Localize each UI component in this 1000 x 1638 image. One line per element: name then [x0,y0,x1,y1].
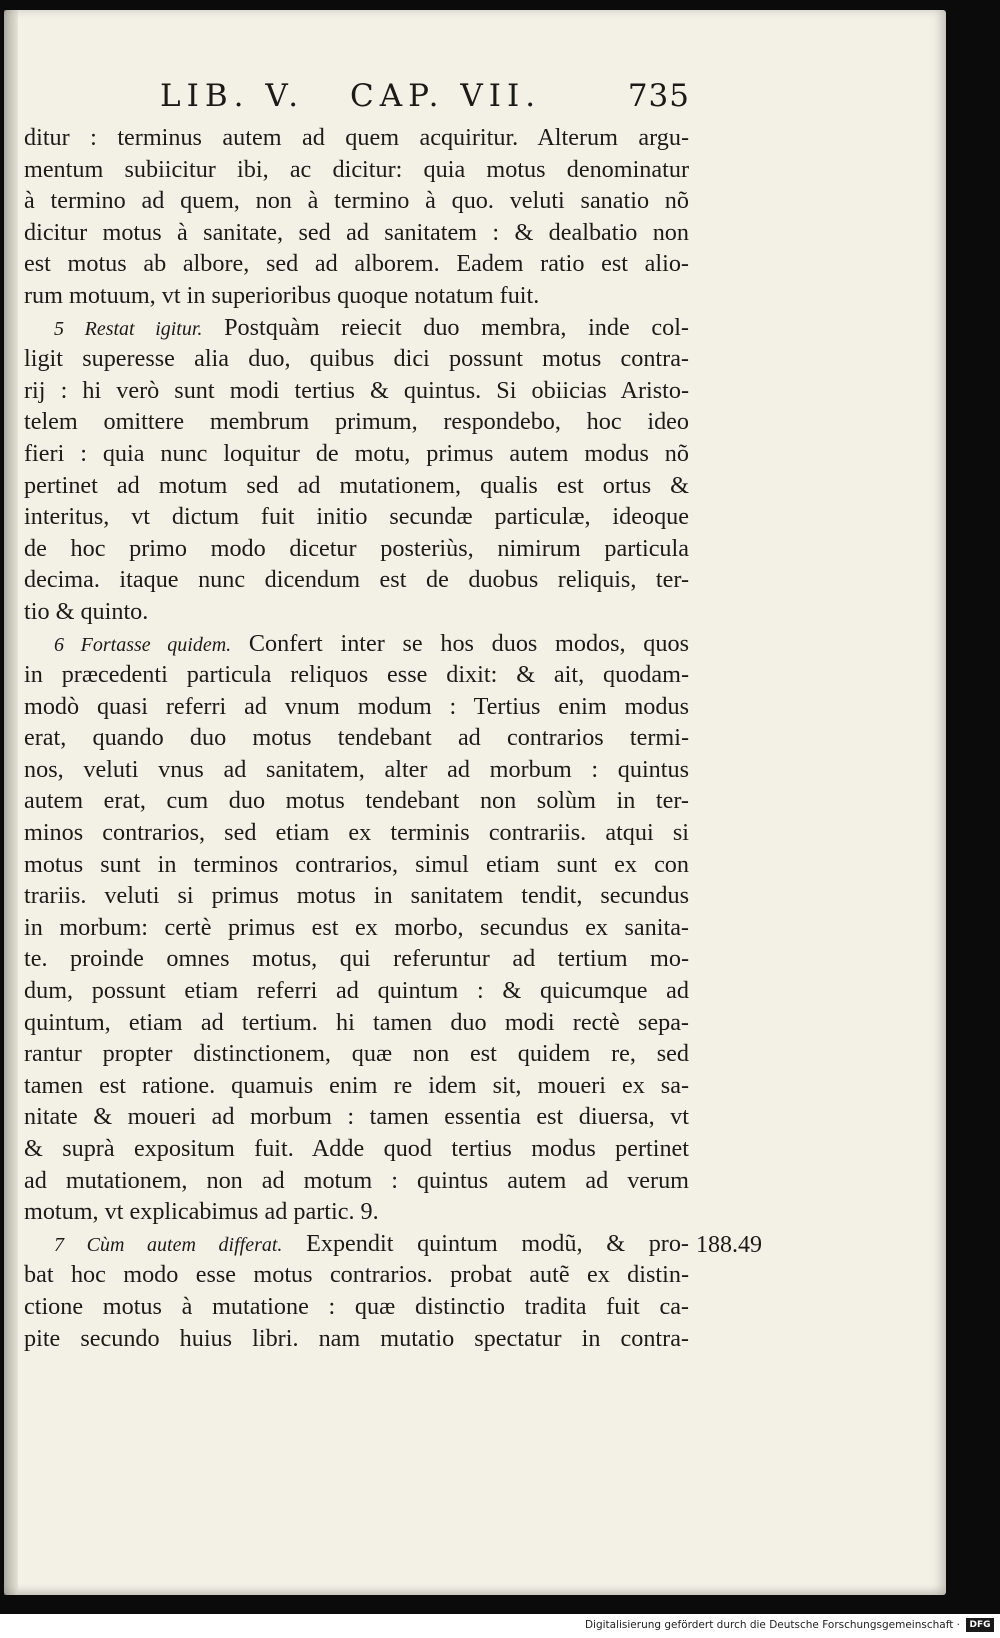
text-line [24,1291,689,1323]
line-text: pertinet ad motum sed ad mutationem, qualis est ortus & [24,471,689,499]
text-line [24,1007,689,1039]
text-line [24,596,689,628]
line-text: pite secundo huius libri. nam mutatio spectatur in contra- [24,1324,689,1352]
text-line [24,1133,689,1165]
body-text [24,122,689,1354]
text-line [24,754,689,786]
lemma-label: 6 Fortasse quidem. [54,633,232,656]
text-line [24,501,689,533]
book-number: LIB. V. [160,78,305,114]
line-text: ad mutationem, non ad motum : quintus autem ad verum [24,1166,689,1194]
line-text: mentum subiicitur ibi, ac dicitur: quia motus denominatur [24,155,689,183]
text-line [24,1038,689,1070]
line-text: de hoc primo modo dicetur posteriùs, nimirum particula [24,534,689,562]
text-line [24,849,689,881]
text-line [24,533,689,565]
text-line [24,1070,689,1102]
line-text: te. proinde omnes motus, qui referuntur ad tertium mo- [24,945,689,973]
line-text: interitus, vt dictum fuit initio secundæ particulæ, ideoque [24,503,689,531]
running-head [160,78,690,118]
line-text: Expendit quintum modũ, & pro- [282,1229,689,1257]
line-text: rantur propter distinctionem, quæ non est quidem re, sed [24,1040,689,1068]
line-text: ligit superesse alia duo, quibus dici possunt motus contra- [24,345,689,373]
line-text: rij : hi verò sunt modi tertius & quintus. Si obiicias Aristo- [24,376,689,404]
line-text: & suprà expositum fuit. Adde quod tertius modus pertinet [24,1135,689,1162]
line-text: est motus ab albore, sed ad alborem. Eadem ratio est alio- [24,250,689,278]
text-line [24,312,689,344]
line-text: bat hoc modo esse motus contrarios. probat autẽ ex distin- [24,1261,689,1289]
line-text: in præcedenti particula reliquos esse dixit: & ait, quodam- [24,661,689,689]
text-line [24,817,689,849]
funding-notice: Digitalisierung gefördert durch die Deutsche Forschungsgemeinschaft · [584,1619,960,1631]
line-text: nos, veluti vnus ad sanitatem, alter ad morbum : quintus [24,755,689,783]
text-line [24,1101,689,1133]
text-line [24,785,689,817]
text-line [24,1259,689,1291]
text-line [24,438,689,470]
text-line [24,470,689,502]
line-text: quintum, etiam ad tertium. hi tamen duo modi rectè sepa- [24,1008,689,1036]
text-line [24,122,689,154]
line-text: telem omittere membrum primum, respondebo, hoc ideo [24,408,689,436]
text-line [24,217,689,249]
line-text: in morbum: certè primus est ex morbo, secundus ex sanita- [24,913,689,941]
text-line [24,628,689,660]
line-text: tamen est ratione. quamuis enim re idem sit, moueri ex sa- [24,1071,689,1099]
line-text: rum motuum, vt in superioribus quoque notatum fuit. [24,281,540,309]
line-text: Postquàm reiecit duo membra, inde col- [202,313,689,341]
dfg-logo: DFG [966,1618,994,1632]
footer-bar [0,1614,1000,1638]
page-number: 735 [627,78,690,114]
text-line [24,343,689,375]
line-text: ctione motus à mutatione : quæ distinctio tradita fuit ca- [24,1292,689,1320]
lemma-label: 7 Cùm autem differat. [54,1233,283,1256]
text-line [24,943,689,975]
line-text: fieri : quia nunc loquitur de motu, primus autem modus nõ [24,439,689,467]
text-line [24,975,689,1007]
text-line [24,691,689,723]
text-line [24,248,689,280]
text-line [24,280,689,312]
line-text: Confert inter se hos duos modos, quos [231,629,689,657]
text-line [24,564,689,596]
text-line [24,1196,689,1228]
text-line [24,722,689,754]
line-text: à termino ad quem, non à termino à quo. veluti sanatio nõ [24,187,689,215]
text-line [24,659,689,691]
line-text: decima. itaque nunc dicendum est de duobus reliquis, ter- [24,566,689,594]
line-text: trariis. veluti si primus motus in sanitatem tendit, secundus [24,882,689,910]
line-text: tio & quinto. [24,597,149,625]
text-line [24,185,689,217]
text-line [24,912,689,944]
line-text: erat, quando duo motus tendebant ad contrarios termi- [24,724,689,752]
lemma-label: 5 Restat igitur. [54,317,203,340]
line-text: autem erat, cum duo motus tendebant non solùm in ter- [24,787,689,815]
text-line [24,880,689,912]
line-text: motus sunt in terminos contrarios, simul etiam sunt ex con [24,850,689,878]
line-text: modò quasi referri ad vnum modum : Tertius enim modus [24,692,689,720]
line-text: dicitur motus à sanitate, sed ad sanitatem : & dealbatio non [24,218,689,246]
text-line [24,375,689,407]
text-line [24,1228,689,1260]
text-line [24,406,689,438]
text-line [24,154,689,186]
line-text: nitate & moueri ad morbum : tamen essentia est diuersa, vt [24,1103,689,1131]
line-text: ditur : terminus autem ad quem acquiritur. Alterum argu- [24,124,689,151]
text-line [24,1165,689,1197]
chapter-number: CAP. VII. [350,78,542,114]
text-line [24,1323,689,1355]
line-text: motum, vt explicabimus ad partic. 9. [24,1198,379,1226]
line-text: dum, possunt etiam referri ad quintum : & quicumque ad [24,977,689,1005]
line-text: minos contrarios, sed etiam ex terminis contrariis. atqui si [24,819,689,847]
margin-note: 188.49 [696,1232,762,1258]
page-gutter [4,10,18,1595]
